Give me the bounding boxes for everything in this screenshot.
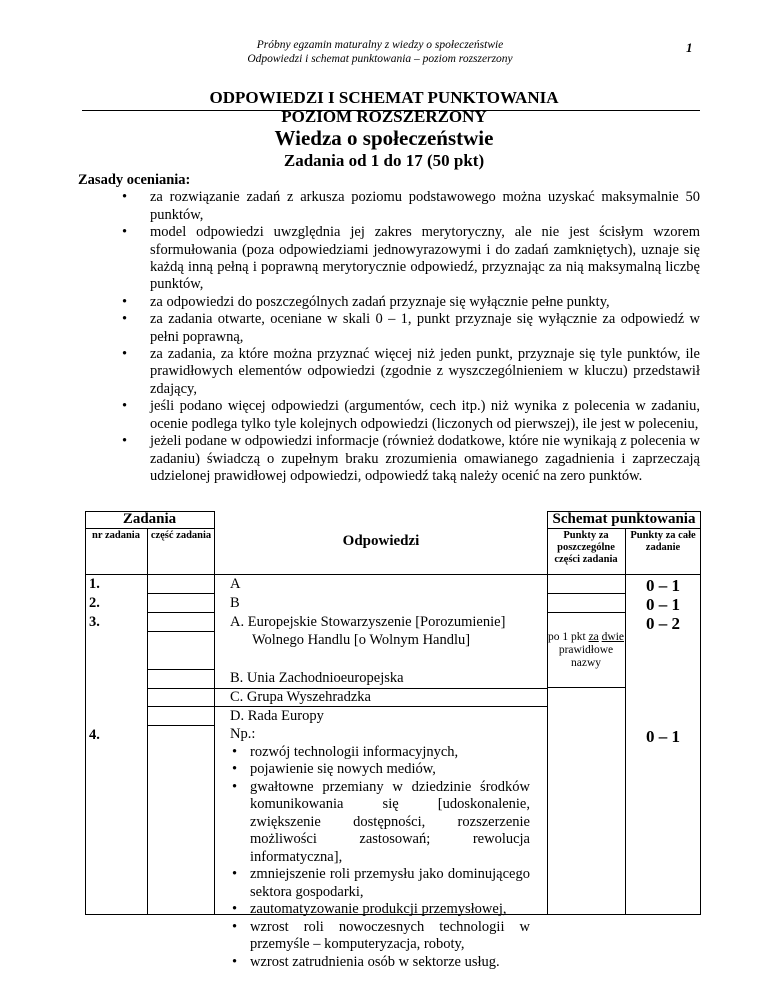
header-line-1: Próbny egzamin maturalny z wiedzy o społeczeństwie [256,39,504,51]
row-sep [147,669,215,670]
answer-table [85,511,701,970]
task-number: 4. [89,727,100,743]
header-nr: nr zadania [92,530,140,541]
rule-item: • jeżeli podane w odpowiedzi informacje (również dodatkowe, które nie wynikają z polecenia w zadaniu) świadczą o zupełnym braku zrozumienia omawianego zagadnienia i zaprzeczają udzielonej prawidłowej odpowiedzi, odpowiedź taką należy ocenić na zero punktów. [78,433,700,485]
answer-text: A [230,576,241,592]
header-odpowiedzi: Odpowiedzi [342,533,420,549]
task-points: 0 – 1 [646,576,680,595]
header-punkty-cale: Punkty za całe zadanie [630,530,696,553]
document-title [0,88,768,172]
answer-intro: Np.: [230,726,256,742]
rule-item: • za zadania otwarte, oceniane w skali 0 – 1, punkt przyznaje się wyłącznie za odpowiedź w pełni poprawną, [78,311,700,346]
page-number: 1 [686,40,693,55]
row-sep [547,593,625,594]
note-text: dwie [601,631,625,643]
note-text: za [588,631,599,643]
rule-item: • jeśli podano więcej odpowiedzi (argumentów, cech itp.) niż wynika z polecenia w zadaniu, ocenie podlega tylko tyle kolejnych odpowiedzi (liczonych od pierwszej), ile jest w poleceniu, [78,398,700,433]
answer-list [230,744,530,972]
rules-heading: Zasady oceniania: [78,172,191,188]
task-number: 3. [89,614,100,630]
note-text: prawidłowe nazwy [558,644,614,669]
rule-item: • za rozwiązanie zadań z arkusza poziomu podstawowego można uzyskać maksymalnie 50 punktów, [78,189,700,224]
schemat-underline [547,528,701,529]
page-header [0,38,768,78]
task-number: 1. [89,576,100,592]
row-sep [147,706,215,707]
answer-item: • gwałtowne przemiany w dziedzinie środków komunikowania się [udoskonalenie, zwiększenie dostępności, rozszerzenie możliwości zastosowań; rewolucja informatyczna], [230,779,530,867]
task-points: 0 – 1 [646,727,680,746]
row-sep [147,612,215,613]
zadania-underline [85,528,215,529]
col-divider-nr [147,528,148,915]
answer-text: D. Rada Europy [230,708,324,724]
answer-text: B. Unia Zachodnioeuropejska [230,670,404,686]
row-sep [547,687,625,688]
rule-item: • model odpowiedzi uwzględnia jej zakres merytoryczny, ale nie jest ścisłym wzorem sformułowania (poza odpowiedziami jednowyrazowymi i do zadań zamkniętych), uznaje się każdą inną pełną i poprawną merytorycznie odpowiedź, przyznając za nią maksymalną liczbę punktów, [78,224,700,294]
row-sep [147,593,215,594]
header-line-2: Odpowiedzi i schemat punktowania – poziom rozszerzony [247,53,513,65]
row-sep [147,631,215,632]
table-border-left [85,511,86,915]
title-range: Zadania od 1 do 17 (50 pkt) [283,151,485,170]
header-schemat: Schemat punktowania [552,511,696,527]
grading-rules [78,172,700,485]
note-text: po 1 pkt [547,631,589,643]
answer-item: • rozwój technologii informacyjnych, [230,744,530,762]
header-punkty-czesci: Punkty za poszczególne części zadania [554,530,618,565]
answer-item: • wzrost zatrudnienia osób w sektorze usług. [230,954,530,972]
title-line-2: POZIOM ROZSZERZONY [281,107,487,126]
header-text [180,38,580,66]
row-sep [147,688,215,689]
answer-text: A. Europejskie Stowarzyszenie [Porozumienie] Wolnego Handlu [o Wolnym Handlu] [230,614,506,649]
rule-item: • za odpowiedzi do poszczególnych zadań przyznaje się wyłącznie pełne punkty, [78,294,700,311]
rules-list [78,189,700,485]
col-divider-answers-right [547,511,548,915]
answer-item: • pojawienie się nowych mediów, [230,761,530,779]
row-sep [547,612,625,613]
answer-item: • wzrost roli nowoczesnych technologii w przemyśle – komputeryzacja, roboty, [230,919,530,954]
answer-3a [230,613,542,650]
answer-text: B [230,595,240,611]
task-number: 2. [89,595,100,611]
rule-item: • za zadania, za które można przyznać więcej niż jeden punkt, przyznaje się tyle punktów, ile prawidłowych elementów odpowiedzi (zgodnie z wyszczególnieniem w kluczu) przedstawił zdający, [78,346,700,398]
answer-4 [230,726,530,971]
answer-item: • zautomatyzowanie produkcji przemysłowej, [230,901,530,919]
header-zadania: Zadania [122,511,177,527]
title-line-1: ODPOWIEDZI I SCHEMAT PUNKTOWANIA [209,88,559,107]
task-points: 0 – 1 [646,595,680,614]
part-points-note [547,631,625,670]
answer-text: C. Grupa Wyszehradzka [230,689,371,705]
title-subject: Wiedza o społeczeństwie [274,126,494,150]
header-czesc: część zadania [150,530,212,541]
table-border-right [700,511,701,915]
answer-item: • zmniejszenie roli przemysłu jako dominującego sektora gospodarki, [230,866,530,901]
col-divider-answers-left [214,511,215,915]
row-sep [147,725,215,726]
task-points: 0 – 2 [646,614,680,633]
